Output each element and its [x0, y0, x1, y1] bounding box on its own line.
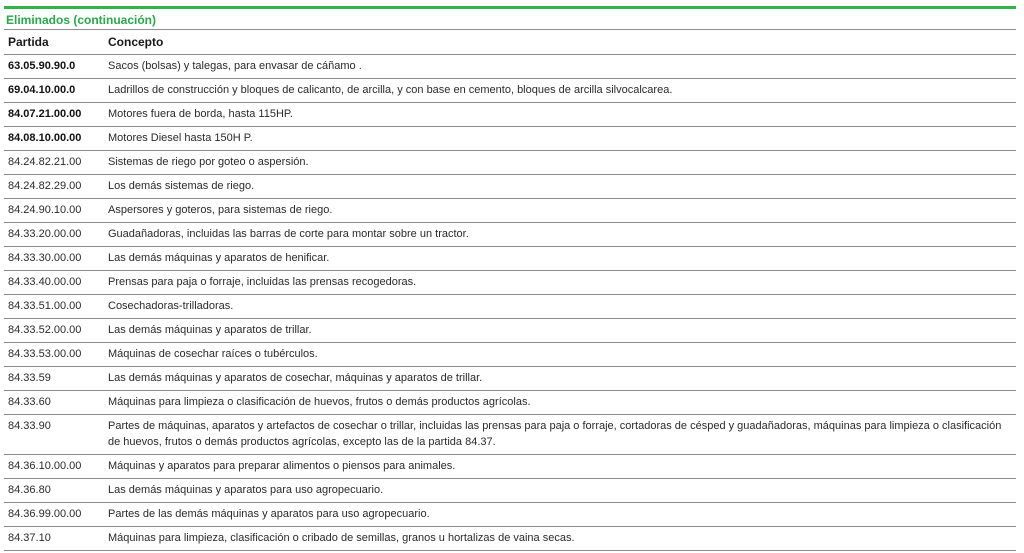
table-row — [4, 79, 1016, 103]
table-row — [4, 367, 1016, 391]
concepto-cell: Sacos (bolsas) y talegas, para envasar de cáñamo . — [104, 55, 1016, 79]
partida-cell: 84.33.60 — [4, 391, 104, 415]
concepto-cell: Máquinas y aparatos para preparar alimentos o piensos para animales. — [104, 455, 1016, 479]
partida-cell: 84.33.30.00.00 — [4, 247, 104, 271]
partida-cell: 84.37.10 — [4, 527, 104, 551]
header-partida: Partida — [4, 30, 104, 55]
table-row — [4, 503, 1016, 527]
table-header-row — [4, 30, 1016, 55]
table-row — [4, 271, 1016, 295]
partida-cell: 63.05.90.90.0 — [4, 55, 104, 79]
table-row — [4, 319, 1016, 343]
partida-cell: 84.33.59 — [4, 367, 104, 391]
partida-cell: 84.36.10.00.00 — [4, 455, 104, 479]
concepto-cell: Máquinas para limpieza o clasificación de huevos, frutos o demás productos agrícolas. — [104, 391, 1016, 415]
table-row — [4, 391, 1016, 415]
table-row — [4, 479, 1016, 503]
partida-cell: 84.33.52.00.00 — [4, 319, 104, 343]
table-row — [4, 455, 1016, 479]
partida-cell: 84.33.53.00.00 — [4, 343, 104, 367]
partida-cell: 84.07.21.00.00 — [4, 103, 104, 127]
header-concepto: Concepto — [104, 30, 1016, 55]
section-title: Eliminados (continuación) — [4, 9, 1016, 30]
concepto-cell: Motores fuera de borda, hasta 115HP. — [104, 103, 1016, 127]
table-row — [4, 527, 1016, 551]
partida-cell: 84.33.51.00.00 — [4, 295, 104, 319]
document — [4, 6, 1016, 551]
partida-cell: 84.33.90 — [4, 415, 104, 455]
partida-cell: 69.04.10.00.0 — [4, 79, 104, 103]
table-row — [4, 55, 1016, 79]
concepto-cell: Los demás sistemas de riego. — [104, 175, 1016, 199]
partida-cell: 84.36.80 — [4, 479, 104, 503]
concepto-cell: Las demás máquinas y aparatos de cosechar, máquinas y aparatos de trillar. — [104, 367, 1016, 391]
concepto-cell: Guadañadoras, incluidas las barras de corte para montar sobre un tractor. — [104, 223, 1016, 247]
table-row — [4, 127, 1016, 151]
concepto-cell: Partes de máquinas, aparatos y artefactos de cosechar o trillar, incluidas las prensas para paja o forraje, cortadoras de césped y guadañadoras, máquinas para limpieza o clasificación de huevos, frutos o demás productos agrícolas, excepto las de la partida 84.37. — [104, 415, 1016, 455]
partida-cell: 84.33.20.00.00 — [4, 223, 104, 247]
concepto-cell: Las demás máquinas y aparatos para uso agropecuario. — [104, 479, 1016, 503]
eliminados-table — [4, 30, 1016, 551]
partida-cell: 84.33.40.00.00 — [4, 271, 104, 295]
concepto-cell: Sistemas de riego por goteo o aspersión. — [104, 151, 1016, 175]
table-row — [4, 247, 1016, 271]
table-row — [4, 103, 1016, 127]
table-row — [4, 415, 1016, 455]
concepto-cell: Cosechadoras-trilladoras. — [104, 295, 1016, 319]
partida-cell: 84.24.82.29.00 — [4, 175, 104, 199]
partida-cell: 84.08.10.00.00 — [4, 127, 104, 151]
partida-cell: 84.24.90.10.00 — [4, 199, 104, 223]
concepto-cell: Motores Diesel hasta 150H P. — [104, 127, 1016, 151]
concepto-cell: Las demás máquinas y aparatos de trillar. — [104, 319, 1016, 343]
partida-cell: 84.24.82.21.00 — [4, 151, 104, 175]
concepto-cell: Las demás máquinas y aparatos de henificar. — [104, 247, 1016, 271]
table-row — [4, 199, 1016, 223]
concepto-cell: Partes de las demás máquinas y aparatos para uso agropecuario. — [104, 503, 1016, 527]
table-row — [4, 295, 1016, 319]
table-row — [4, 343, 1016, 367]
partida-cell: 84.36.99.00.00 — [4, 503, 104, 527]
concepto-cell: Máquinas de cosechar raíces o tubérculos. — [104, 343, 1016, 367]
table-body — [4, 55, 1016, 551]
table-row — [4, 151, 1016, 175]
concepto-cell: Ladrillos de construcción y bloques de calicanto, de arcilla, y con base en cemento, bloques de arcilla silvocalcarea. — [104, 79, 1016, 103]
concepto-cell: Aspersores y goteros, para sistemas de riego. — [104, 199, 1016, 223]
concepto-cell: Máquinas para limpieza, clasificación o cribado de semillas, granos u hortalizas de vaina secas. — [104, 527, 1016, 551]
table-row — [4, 175, 1016, 199]
concepto-cell: Prensas para paja o forraje, incluidas las prensas recogedoras. — [104, 271, 1016, 295]
table-row — [4, 223, 1016, 247]
